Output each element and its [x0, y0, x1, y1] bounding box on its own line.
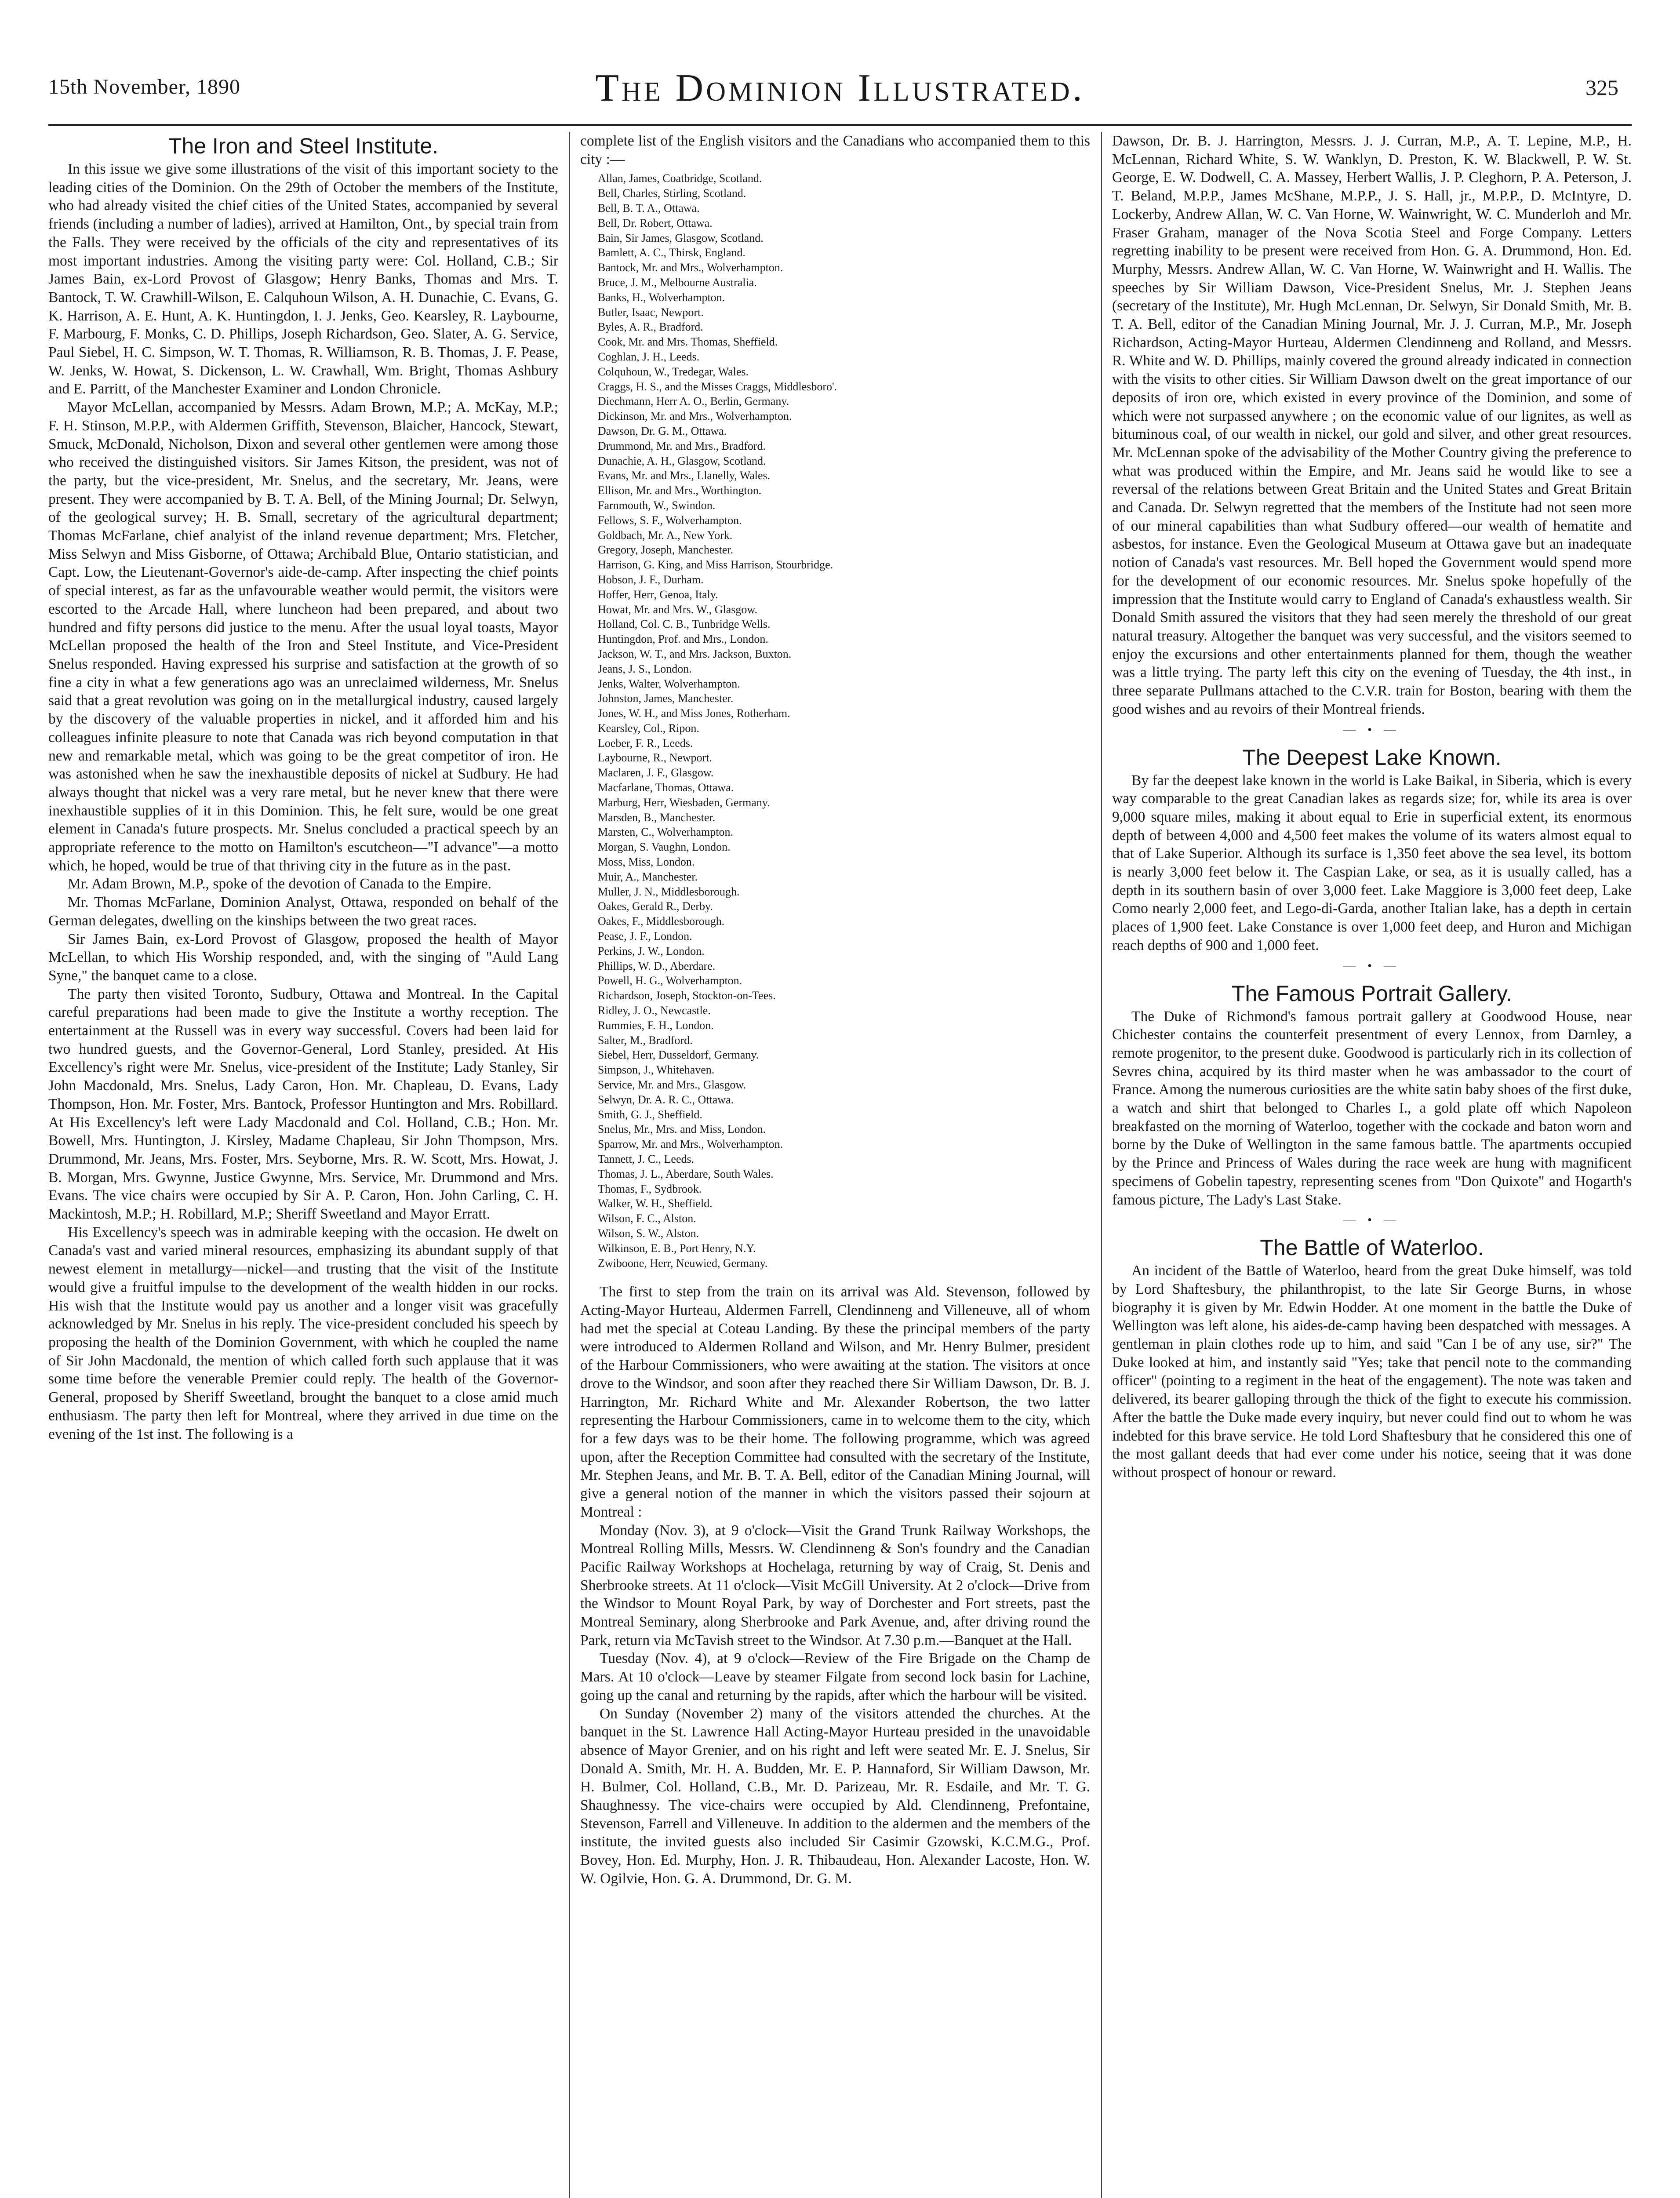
visitor-list-item: Drummond, Mr. and Mrs., Bradford. — [598, 439, 766, 452]
visitor-list-item: Salter, M., Bradford. — [598, 1033, 693, 1047]
article-paragraph: Tuesday (Nov. 4), at 9 o'clock—Review of the Fire Brigade on the Champ de Mars. At 10 o'clock—Leave by steamer Filgate from second lock basin for Lachine, going up the canal and returning by the rapids, after which the harbour will be visited. — [580, 1650, 1090, 1703]
visitor-list-item: Bruce, J. M., Melbourne Australia. — [598, 276, 757, 289]
column-1 — [48, 132, 558, 2198]
visitor-list-item: Goldbach, Mr. A., New York. — [598, 528, 733, 542]
visitor-list-item: Dawson, Dr. G. M., Ottawa. — [598, 424, 727, 437]
visitor-list-intro: complete list of the English visitors and the Canadians who accompanied them to this city :— — [580, 133, 1090, 167]
visitor-list-item: Phillips, W. D., Aberdare. — [598, 959, 716, 972]
article-title-portrait-gallery: The Famous Portrait Gallery. — [1231, 981, 1513, 1006]
visitor-list-item: Dunachie, A. H., Glasgow, Scotland. — [598, 454, 766, 467]
visitor-list-item: Bell, Dr. Robert, Ottawa. — [598, 216, 713, 229]
visitor-list-item: Oakes, F., Middlesborough. — [598, 915, 725, 928]
visitor-list-item: Butler, Isaac, Newport. — [598, 306, 704, 319]
column-divider — [1101, 132, 1102, 2198]
article-title-waterloo: The Battle of Waterloo. — [1260, 1235, 1484, 1260]
visitor-list-item: Holland, Col. C. B., Tunbridge Wells. — [598, 618, 771, 631]
visitor-list-item: Marsten, C., Wolverhampton. — [598, 826, 733, 839]
visitor-list-item: Perkins, J. W., London. — [598, 944, 705, 957]
visitor-list-item: Muller, J. N., Middlesborough. — [598, 885, 740, 898]
visitor-list-item: Loeber, F. R., Leeds. — [598, 736, 693, 750]
visitor-list-item: Pease, J. F., London. — [598, 930, 692, 943]
issue-date: 15th November, 1890 — [48, 75, 241, 98]
visitor-list-item: Ellison, Mr. and Mrs., Worthington. — [598, 484, 762, 497]
visitor-list-item: Bell, B. T. A., Ottawa. — [598, 202, 700, 215]
visitor-list-item: Sparrow, Mr. and Mrs., Wolverhampton. — [598, 1138, 783, 1151]
article-paragraph: Mayor McLellan, accompanied by Messrs. Adam Brown, M.P.; A. McKay, M.P.; F. H. Stinson, M.P.P., with Aldermen Griffith, Stevenson, Blaicher, Hancock, Stewart, Smuck, McDonald, Nicholson, Dixon and several other gentlemen were among those who received the distinguished visitors. Sir James Kitson, the president, was not of the party, but the vice-president, Mr. Snelus, and the secretary, Mr. Jeans, were present. They were accompanied by B. T. A. Bell, of the Mining Journal; Dr. Selwyn, of the geological survey; H. B. Small, secretary of the agricultural department; Thomas McFarlane, chief analyist of the inland revenue department; Mrs. Fletcher, Miss Selwyn and Miss Gisborne, of Ottawa; Archibald Blue, Ontario statistician, and Capt. Low, the Lieutenant-Governor's aide-de-camp. After inspecting the chief points of special interest, as far as the unfavourable weather would permit, the visitors were escorted to the Arcade Hall, where luncheon had been prepared, and about two hundred and fifty persons did justice to the menu. After the usual loyal toasts, Mayor McLellan proposed the health of the Iron and Steel Institute, and Vice-President Snelus responded. Having expressed his surprise and satisfaction at the growth of so fine a city in what a few generations ago was an unreclaimed wilderness, Mr. Snelus said that a great revolution was going on in the metallurgical industry, caused largely by the discovery of the valuable properties in nickel, and it afforded him and his colleagues infinite pleasure to note that Canada was rich beyond computation in that new and remarkable metal, which was going to be the great competitor of iron. He was astonished when he saw the inexhaustible deposits of nickel at Sudbury. He had always thought that nickel was a very rare metal, but he never knew that there were inexhaustible supplies of it in this Dominion. This, he felt sure, would be one great element in Canada's future prospects. Mr. Snelus concluded a practical speech by an appropriate reference to the motto on Hamilton's escutcheon—"I advance"—a motto which, he hoped, would be true of that thriving city in the future as in the past. — [48, 399, 558, 874]
visitor-list-item: Richardson, Joseph, Stockton-on-Tees. — [598, 989, 776, 1002]
visitor-list-item: Bell, Charles, Stirling, Scotland. — [598, 187, 746, 200]
column-3 — [1112, 132, 1632, 2198]
column-2 — [580, 132, 1090, 2198]
article-paragraph: Dawson, Dr. B. J. Harrington, Messrs. J. J. Curran, M.P., A. T. Lepine, M.P., H. McLennan, Richard White, S. W. Wanklyn, D. Preston, K. W. Blackwell, P. W. St. George, E. W. Dodwell, C. A. Massey, Herbert Wallis, J. P. Cleghorn, P. A. Peterson, J. T. Beland, M.P.P., James McShane, M.P.P., J. S. Hall, jr., M.P.P., D. McIntyre, D. Lockerby, Andrew Allan, W. C. Van Horne, W. Wainwright, W. C. Munderloh and Mr. Fraser Graham, manager of the Nova Scotia Steel and Forge Company. Letters regretting inability to be present were received from Hon. G. A. Drummond, Hon. Ed. Murphy, Messrs. Andrew Allan, W. C. Van Horne, W. Wainwright and H. Wallis. The speeches by Sir William Dawson, Vice-President Snelus, Mr. J. Stephen Jeans (secretary of the Institute), Mr. Hugh McLennan, Dr. Selwyn, Sir Donald Smith, Mr. B. T. A. Bell, editor of the Canadian Mining Journal, Mr. J. J. Curran, M.P., Mr. Joseph Richardson, Acting-Mayor Hurteau, Aldermen Clendinneng and Rolland, and Messrs. R. White and W. D. Phillips, mainly covered the ground already indicated in connection with the visits to other cities. Sir William Dawson dwelt on the great importance of our deposits of iron ore, which existed in every province of the Dominion, and some of which were not surpassed anywhere ; on the economic value of our lignites, as well as bituminous coal, of our wealth in nickel, our gold and silver, and other great resources. Mr. McLennan spoke of the advisability of the Mother Country giving the preference to what was produced within the Empire, and Mr. Jeans said he would like to see a reversal of the relations between Great Britain and the United States and Great Britain and Canada. Dr. Selwyn regretted that the members of the Institute had not seen more of our mineral capabilities than what Sudbury offered—our wealth of hematite and asbestos, for instance. Even the Geological Museum at Ottawa gave but an inadequate notion of Canada's vast resources. Mr. Bell hoped the Government would spend more for the development of our economic resources. Mr. Snelus spoke hopefully of the impression that the Institute would carry to England of Canada's exhaustless wealth. Sir Donald Smith assured the visitors that they had seen merely the threshold of our great natural treasury. Altogether the banquet was very successful, and the visitors seemed to enjoy the excursions and other entertainments planned for them, though the weather was a little trying. The party left this city on the evening of Tuesday, the 4th inst., in three separate Pullmans attached to the C.V.R. train for Boston, bearing with them the good wishes and au revoirs of their Montreal friends. — [1112, 133, 1632, 717]
visitor-list-item: Marburg, Herr, Wiesbaden, Germany. — [598, 796, 770, 809]
section-ornament: — • — — [1343, 1213, 1400, 1227]
visitor-list-item: Diechmann, Herr A. O., Berlin, Germany. — [598, 395, 789, 408]
visitor-list-item: Hoffer, Herr, Genoa, Italy. — [598, 588, 718, 601]
visitor-list-item: Zwiboone, Herr, Neuwied, Germany. — [598, 1256, 768, 1270]
visitor-list-item: Gregory, Joseph, Manchester. — [598, 543, 734, 557]
visitor-list-item: Laybourne, R., Newport. — [598, 751, 712, 764]
visitor-list-item: Harrison, G. King, and Miss Harrison, Stourbridge. — [598, 558, 833, 571]
visitor-list-item: Craggs, H. S., and the Misses Craggs, Middlesboro'. — [598, 380, 837, 393]
visitor-list-item: Selwyn, Dr. A. R. C., Ottawa. — [598, 1093, 734, 1106]
visitor-list-item: Rummies, F. H., London. — [598, 1019, 714, 1032]
article-paragraph: The first to step from the train on its arrival was Ald. Stevenson, followed by Acting-Mayor Hurteau, Aldermen Farrell, Clendinneng and Villeneuve, all of whom had met the special at Coteau Landing. By these the principal members of the party were introduced to Aldermen Rolland and Wilson, and Mr. Henry Bulmer, president of the Harbour Commissioners, who were awaiting at the station. The visitors at once drove to the Windsor, and soon after they reached there Sir William Dawson, Dr. B. J. Harrington, Mr. Richard White and Mr. Alexander Robertson, the two latter representing the Harbour Commissioners, came in to welcome them to the city, which for a few days was to be their home. The following programme, which was agreed upon, after the Reception Committee had consulted with the secretary of the Institute, Mr. Stephen Jeans, and Mr. B. T. A. Bell, editor of the Canadian Mining Journal, will give a general notion of the manner in which the visitors passed their sojourn at Montreal : — [580, 1284, 1090, 1520]
visitor-list-item: Huntingdon, Prof. and Mrs., London. — [598, 633, 768, 646]
visitor-list-item: Moss, Miss, London. — [598, 855, 695, 869]
visitor-list-item: Oakes, Gerald R., Derby. — [598, 900, 713, 913]
visitor-list-item: Thomas, F., Sydbrook. — [598, 1182, 702, 1195]
visitor-list-item: Coghlan, J. H., Leeds. — [598, 350, 700, 363]
article-paragraph: On Sunday (November 2) many of the visitors attended the churches. At the banquet in the St. Lawrence Hall Acting-Mayor Hurteau presided in the unavoidable absence of Mayor Grenier, and on his right and left were seated Mr. E. J. Snelus, Sir Donald A. Smith, Mr. H. A. Budden, Mr. E. P. Hannaford, Sir William Dawson, Mr. H. Bulmer, Col. Holland, C.B., Mr. D. Parizeau, Mr. R. Esdaile, and Mr. T. G. Shaughnessy. The vice-chairs were occupied by Ald. Clendinneng, Prefontaine, Stevenson, Farrell and Villeneuve. In addition to the aldermen and the members of the institute, the invited guests also included Sir Casimir Gzowski, K.C.M.G., Prof. Bovey, Hon. Ed. Murphy, Hon. J. R. Thibaudeau, Hon. Alexander Lacoste, Hon. W. W. Ogilvie, Hon. G. A. Drummond, Dr. G. M. — [580, 1705, 1090, 1887]
visitor-list-item: Tannett, J. C., Leeds. — [598, 1153, 695, 1165]
article-title-deepest-lake: The Deepest Lake Known. — [1242, 745, 1502, 770]
visitor-list-item: Fellows, S. F., Wolverhampton. — [598, 513, 742, 527]
visitor-list-item: Hobson, J. F., Durham. — [598, 573, 704, 586]
article-paragraph: Mr. Adam Brown, M.P., spoke of the devotion of Canada to the Empire. — [68, 876, 491, 892]
article-paragraph: The party then visited Toronto, Sudbury, Ottawa and Montreal. In the Capital careful preparations had been made to give the Institute a worthy reception. The entertainment at the Russell was in every way successful. Covers had been laid for two hundred guests, and the Governor-General, Lord Stanley, presided. At His Excellency's right were Mr. Snelus, vice-president of the Institute; Lady Stanley, Sir John Macdonald, Mrs. Snelus, Lady Caron, Hon. Mr. Chapleau, D. Evans, Lady Thompson, Hon. Mr. Foster, Mrs. Bantock, Professor Huntington and Mrs. Robillard. At His Excellency's left were Lady Macdonald and Col. Holland, C.B.; Hon. Mr. Bowell, Mrs. Huntington, J. Kirsley, Madame Chapleau, Sir John Thompson, Mrs. Drummond, Mr. Jeans, Mrs. Foster, Mrs. Seyborne, Mrs. R. W. Scott, Mrs. Howat, J. B. Morgan, Mrs. Gwynne, Justice Gwynne, Mrs. Service, Mr. Drummond and Mrs. Evans. The vice chairs were occupied by Sir A. P. Caron, Hon. John Carling, C. H. Mackintosh, M.P.; H. Robillard, M.P.; Sheriff Sweetland and Mayor Erratt. — [48, 986, 558, 1223]
visitor-list-item: Marsden, B., Manchester. — [598, 811, 716, 824]
article-paragraph: An incident of the Battle of Waterloo, heard from the great Duke himself, was told by Lord Shaftesbury, the philanthropist, to the late Sir George Burns, in whose biography it is given by Mr. Edwin Hodder. At one moment in the battle the Duke of Wellington was left alone, his aides-de-camp having been despatched with messages. A gentleman in plain clothes rode up to him, and said "Can I be of any use, sir?" The Duke looked at him, and instantly said "Yes; take that pencil note to the commanding officer" (pointing to a regiment in the heat of the engagement). The note was taken and delivered, its bearer galloping through the thick of the fight to execute his commission. After the battle the Duke made every inquiry, but never could find out to whom he was indebted for this brave service. He told Lord Shaftesbury that he considered this one of the most gallant deeds that had ever come under his notice, seeing that it was done without prospect of honour or reward. — [1112, 1263, 1632, 1481]
visitor-list-item: Walker, W. H., Sheffield. — [598, 1197, 713, 1210]
article-title-iron-steel: The Iron and Steel Institute. — [168, 134, 439, 158]
visitor-list-item: Service, Mr. and Mrs., Glasgow. — [598, 1078, 746, 1092]
article-paragraph: In this issue we give some illustrations of the visit of this important society to the leading cities of the Dominion. On the 29th of October the members of the Institute, who had already visited the chief cities of the United States, accompanied by several friends (including a number of ladies), arrived at Hamilton, Ont., by special train from the Falls. They were received by the officials of the city and representatives of its most important industries. Among the visiting party were: Col. Holland, C.B.; Sir James Bain, ex-Lord Provost of Glasgow; Henry Banks, Thomas and Mrs. T. Bantock, T. W. Crawhill-Wilson, E. Calquhoun Wilson, A. H. Dunachie, C. Evans, G. K. Harrison, A. E. Hunt, A. K. Huntingdon, I. J. Jenks, Geo. Kearsley, R. Laybourne, F. Marbourg, F. Monks, C. D. Phillips, Joseph Richardson, Geo. Slater, A. G. Service, Paul Siebel, H. C. Simpson, W. T. Thomas, R. Williamson, R. B. Thomas, J. F. Pease, W. Jenks, W. Howat, S. Dickenson, L. W. Crawhall, Wm. Bright, Thomas Ashbury and E. Parritt, of the Manchester Examiner and London Chronicle. — [48, 161, 558, 397]
visitor-list-item: Colquhoun, W., Tredegar, Wales. — [598, 365, 749, 378]
visitor-list-item: Bamlett, A. C., Thirsk, England. — [598, 246, 746, 259]
article-paragraph: Monday (Nov. 3), at 9 o'clock—Visit the Grand Trunk Railway Workshops, the Montreal Rolling Mills, Messrs. W. Clendinneng & Son's foundry and the Canadian Pacific Railway Workshops at Hochelaga, returning by way of Craig, St. Denis and Sherbrooke streets. At 11 o'clock—Visit McGill University. At 2 o'clock—Drive from the Windsor to Mount Royal Park, by way of Dorchester and Fort streets, past the Montreal Seminary, along Sherbrooke and Park Avenue, and, after driving round the Park, return via McTavish street to the Windsor. At 7.30 p.m.—Banquet at the Hall. — [580, 1522, 1090, 1648]
section-ornament: — • — — [1343, 723, 1400, 737]
article-paragraph: Sir James Bain, ex-Lord Provost of Glasgow, proposed the health of Mayor McLellan, to which His Worship responded, and, with the singing of "Auld Lang Syne," the banquet came to a close. — [48, 931, 558, 984]
column-divider — [569, 132, 570, 2198]
visitor-list-item: Simpson, J., Whitehaven. — [598, 1063, 715, 1077]
visitor-list-item: Allan, James, Coatbridge, Scotland. — [598, 172, 762, 185]
visitor-list-item: Byles, A. R., Bradford. — [598, 320, 703, 334]
visitor-list-item: Wilson, S. W., Alston. — [598, 1226, 699, 1240]
masthead-rule — [48, 124, 1632, 126]
visitor-list-item: Johnston, James, Manchester. — [598, 692, 734, 705]
visitor-list-item: Macfarlane, Thomas, Ottawa. — [598, 781, 734, 794]
visitor-list-item: Muir, A., Manchester. — [598, 870, 698, 883]
visitor-list — [598, 171, 1090, 1270]
visitor-list-item: Snelus, Mr., Mrs. and Miss, London. — [598, 1123, 766, 1136]
visitor-list-item: Jenks, Walter, Wolverhampton. — [598, 677, 740, 690]
visitor-list-item: Banks, H., Wolverhampton. — [598, 291, 725, 304]
visitor-list-item: Siebel, Herr, Dusseldorf, Germany. — [598, 1048, 759, 1062]
visitor-list-item: Wilson, F. C., Alston. — [598, 1212, 696, 1225]
visitor-list-item: Jones, W. H., and Miss Jones, Rotherham. — [598, 707, 790, 720]
visitor-list-item: Smith, G. J., Sheffield. — [598, 1108, 702, 1121]
visitor-list-item: Kearsley, Col., Ripon. — [598, 721, 699, 735]
visitor-list-item: Ridley, J. O., Newcastle. — [598, 1004, 711, 1017]
article-paragraph: The Duke of Richmond's famous portrait gallery at Goodwood House, near Chichester contains the counterfeit presentment of every Lennox, from Darnley, a remote progenitor, to the present duke. Goodwood is particularly rich in its collection of Sevres china, acquired by its third master when he was ambassador to the court of France. Among the numerous curiosities are the white satin baby shoes of the first duke, a watch and shirt that belonged to Charles I., a gold plate off which Napoleon breakfasted on the morning of Waterloo, together with the cockade and baton worn and borne by the Duke of Wellington in the same famous battle. The apartments occupied by the Prince and Princess of Wales during the race week are hung with magnificent specimens of Gobelin tapestry, representing scenes from "Don Quixote" and Hogarth's famous picture, The Lady's Last Stake. — [1112, 1008, 1632, 1208]
visitor-list-item: Morgan, S. Vaughn, London. — [598, 841, 731, 854]
article-paragraph: By far the deepest lake known in the world is Lake Baikal, in Siberia, which is every way comparable to the great Canadian lakes as regards size; for, while its area is over 9,000 square miles, making it about equal to Erie in superficial extent, its enormous depth of between 4,000 and 4,500 feet makes the volume of its waters almost equal to that of Lake Superior. Although its surface is 1,350 feet above the sea level, its bottom is nearly 3,000 feet below it. The Caspian Lake, or sea, as it is usually called, has a depth in its southern basin of over 3,000 feet. Lake Maggiore is 3,000 feet deep, Lake Como nearly 2,000 feet, and Lego-di-Garda, another Italian lake, has a depth in certain places of 1,900 feet. Lake Constance is over 1,000 feet deep, and Huron and Michigan reach depths of 900 and 1,000 feet. — [1112, 772, 1632, 953]
visitor-list-item: Thomas, J. L., Aberdare, South Wales. — [598, 1167, 774, 1180]
visitor-list-item: Howat, Mr. and Mrs. W., Glasgow. — [598, 603, 758, 616]
visitor-list-item: Bantock, Mr. and Mrs., Wolverhampton. — [598, 261, 783, 274]
visitor-list-item: Jackson, W. T., and Mrs. Jackson, Buxton. — [598, 647, 792, 660]
masthead — [48, 66, 1632, 114]
page-number: 325 — [1585, 75, 1618, 100]
visitor-list-item: Dickinson, Mr. and Mrs., Wolverhampton. — [598, 410, 792, 423]
publication-title: The Dominion Illustrated. — [595, 67, 1085, 109]
visitor-list-item: Maclaren, J. F., Glasgow. — [598, 766, 714, 779]
visitor-list-item: Jeans, J. S., London. — [598, 662, 692, 675]
visitor-list-item: Farnmouth, W., Swindon. — [598, 499, 716, 512]
section-ornament: — • — — [1343, 959, 1400, 973]
visitor-list-item: Powell, H. G., Wolverhampton. — [598, 974, 742, 987]
visitor-list-item: Cook, Mr. and Mrs. Thomas, Sheffield. — [598, 335, 778, 349]
article-paragraph: His Excellency's speech was in admirable keeping with the occasion. He dwelt on Canada's vast and varied mineral resources, emphasizing its abundant supply of that newest element in metallurgy—nickel—and trusting that the visit of the Institute would give a fruitful impulse to the development of the wealth hidden in our rocks. His wish that the Institute would pay us another and a longer visit was gracefully acknowledged by Mr. Snelus in his reply. The vice-president concluded his speech by proposing the health of the Dominion Government, with which he coupled the name of Sir John Macdonald, the mention of which called forth such applause that it was some time before the venerable Premier could reply. The health of the Governor-General, proposed by Sheriff Sweetland, brought the banquet to a close amid much enthusiasm. The party then left for Montreal, where they arrived in due time on the evening of the 1st inst. The following is a — [48, 1224, 558, 1442]
visitor-list-item: Bain, Sir James, Glasgow, Scotland. — [598, 231, 764, 244]
article-paragraph: Mr. Thomas McFarlane, Dominion Analyst, Ottawa, responded on behalf of the German delegates, dwelling on the kinships between the two great races. — [48, 894, 558, 929]
visitor-list-item: Wilkinson, E. B., Port Henry, N.Y. — [598, 1241, 756, 1255]
visitor-list-item: Evans, Mr. and Mrs., Llanelly, Wales. — [598, 469, 771, 482]
